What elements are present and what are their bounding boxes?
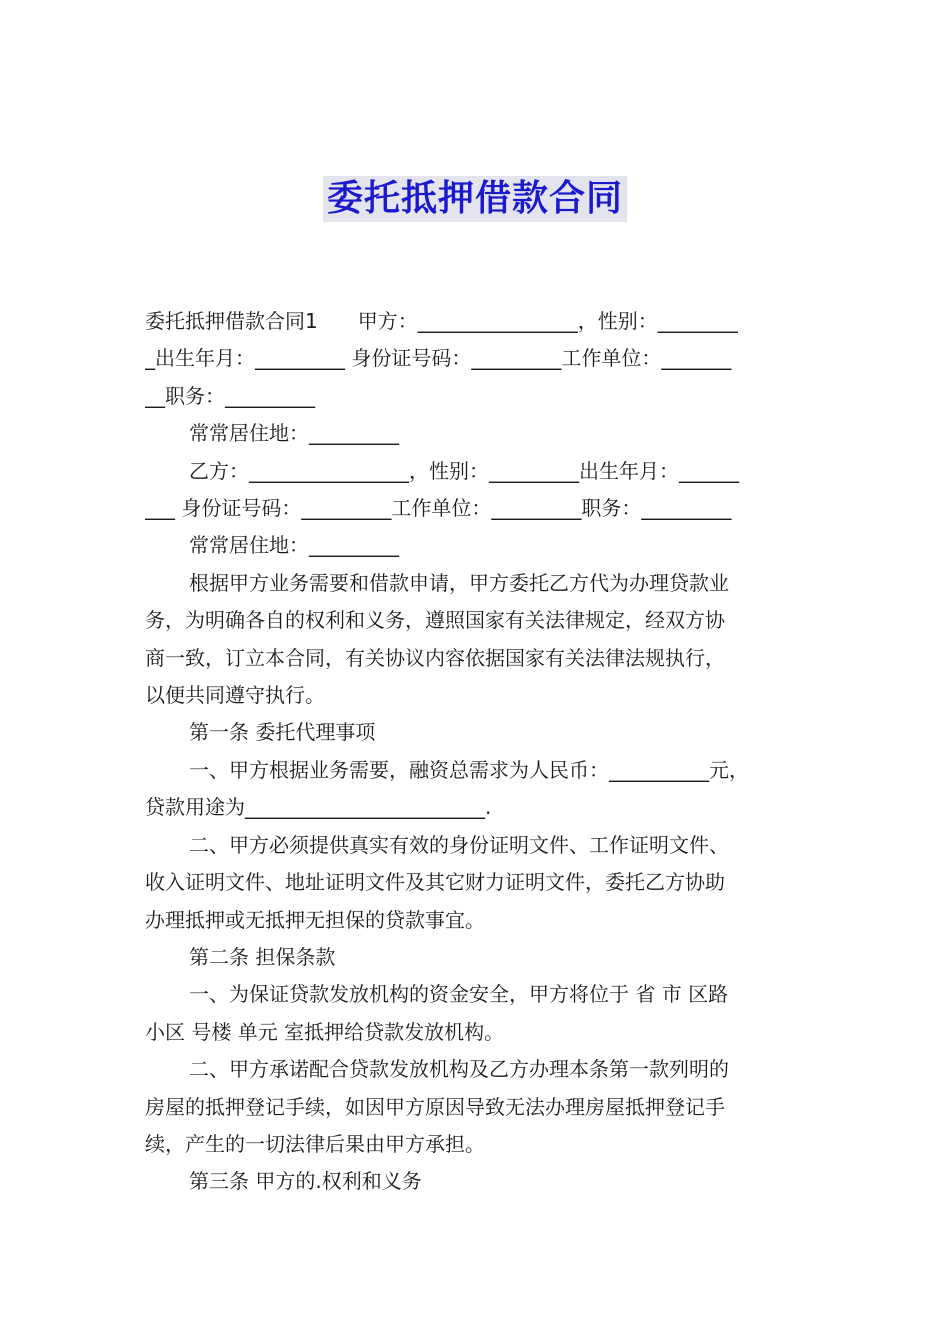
article-1-clause-2-line-1: 二、甲方必须提供真实有效的身份证明文件、工作证明文件、 [189, 832, 729, 857]
document-title: 委托抵押借款合同 [323, 176, 627, 222]
party-b-line-2: ___ 身份证号码：_________工作单位：_________职务：_________ [145, 496, 732, 521]
article-2-clause-2-line-1: 二、甲方承诺配合贷款发放机构及乙方办理本条第一款列明的 [189, 1057, 729, 1082]
party-b-residence: 常常居住地：_________ [189, 533, 399, 558]
article-1-clause-1-line-2: 贷款用途为________________________. [145, 795, 492, 820]
article-2-clause-2-line-2: 房屋的抵押登记手续，如因甲方原因导致无法办理房屋抵押登记手 [145, 1094, 725, 1119]
article-1-heading: 第一条 委托代理事项 [189, 720, 376, 745]
article-3-heading: 第三条 甲方的.权利和义务 [189, 1169, 422, 1194]
article-2-heading: 第二条 担保条款 [189, 944, 336, 969]
article-1-clause-1-line-1: 一、甲方根据业务需要，融资总需求为人民币：__________元， [189, 757, 749, 782]
party-a-line-3: __职务：_________ [145, 383, 315, 408]
party-a-line-1: 委托抵押借款合同1 甲方：________________，性别：________ [145, 309, 738, 333]
party-a-line-2: _出生年月：_________ 身份证号码：_________工作单位：_______ [145, 346, 732, 371]
preamble-line-1: 根据甲方业务需要和借款申请，甲方委托乙方代为办理贷款业 [189, 570, 729, 595]
article-1-clause-2-line-3: 办理抵押或无抵押无担保的贷款事宜。 [145, 907, 485, 932]
preamble-line-2: 务，为明确各自的权利和义务，遵照国家有关法律规定，经双方协 [145, 608, 725, 633]
article-1-clause-2-line-2: 收入证明文件、地址证明文件及其它财力证明文件，委托乙方协助 [145, 870, 725, 895]
party-a-residence: 常常居住地：_________ [189, 421, 399, 446]
title-container [0, 176, 950, 222]
preamble-line-3: 商一致，订立本合同，有关协议内容依据国家有关法律法规执行， [145, 645, 725, 670]
article-2-clause-1-line-2: 小区 号楼 单元 室抵押给贷款发放机构。 [145, 1019, 505, 1044]
article-2-clause-2-line-3: 续，产生的一切法律后果由甲方承担。 [145, 1131, 485, 1156]
preamble-line-4: 以便共同遵守执行。 [145, 683, 325, 708]
party-b-line-1: 乙方：________________，性别：_________出生年月：______ [189, 458, 739, 483]
article-2-clause-1-line-1: 一、为保证贷款发放机构的资金安全，甲方将位于 省 市 区路 [189, 982, 729, 1007]
document-body [145, 303, 810, 1201]
